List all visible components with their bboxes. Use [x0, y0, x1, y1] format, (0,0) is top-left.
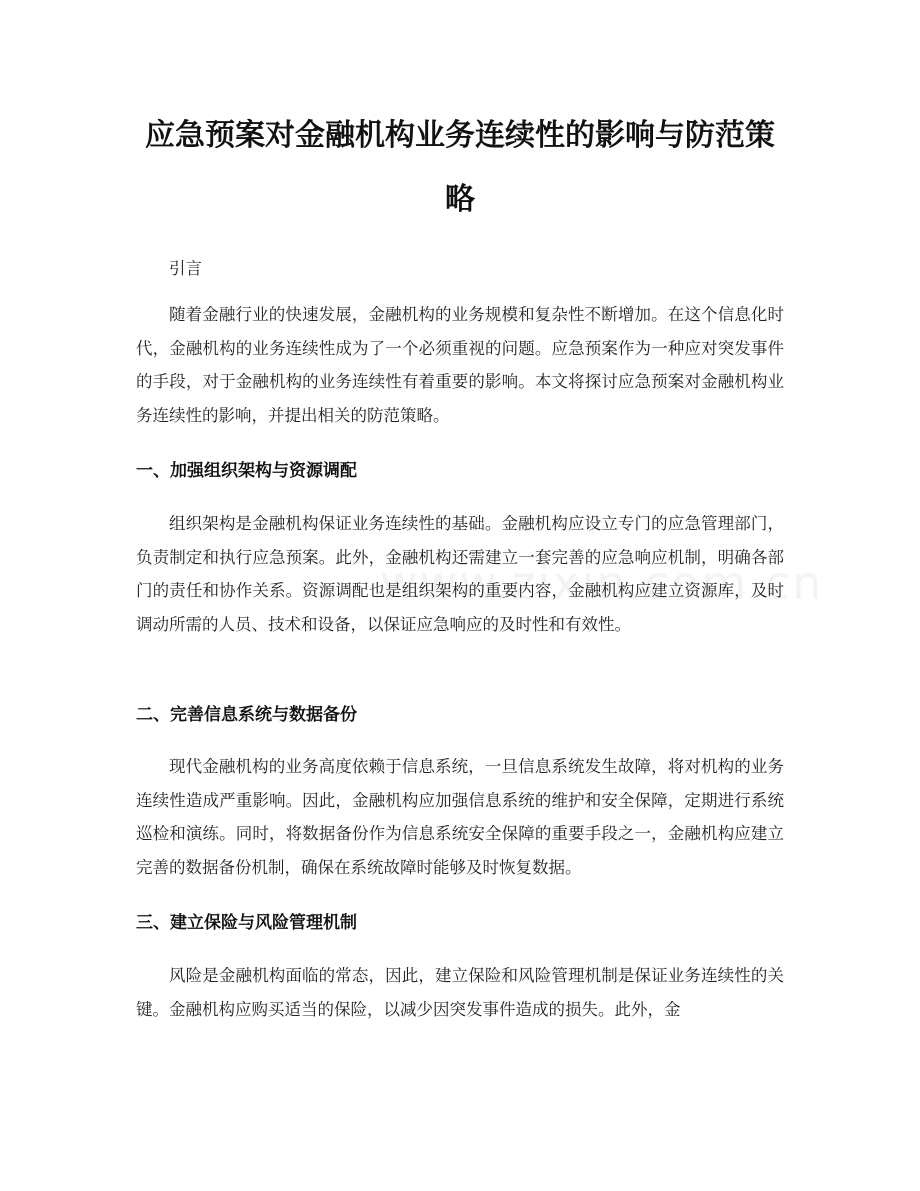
section-1-heading: 一、加强组织架构与资源调配: [136, 461, 357, 481]
section-3-paragraph: 风险是金融机构面临的常态，因此，建立保险和风险管理机制是保证业务连续性的关键。金融机构应购买适当的保险，以减少因突发事件造成的损失。此外，金: [136, 966, 784, 1019]
section-2-heading: 二、完善信息系统与数据备份: [136, 705, 357, 725]
section-3-heading: 三、建立保险与风险管理机制: [136, 913, 357, 933]
section-1-paragraph: 组织架构是金融机构保证业务连续性的基础。金融机构应设立专门的应急管理部门，负责制定和执行应急预案。此外，金融机构还需建立一套完善的应急响应机制，明确各部门的责任和协作关系。资源调配也是组织架构的重要内容，金融机构应建立资源库，及时调动所需的人员、技术和设备，以保证应急响应的及时性和有效性。: [136, 514, 784, 634]
intro-label: 引言: [169, 259, 202, 278]
document-title: 应急预案对金融机构业务连续性的影响与防范策略: [145, 118, 775, 217]
intro-paragraph: 随着金融行业的快速发展，金融机构的业务规模和复杂性不断增加。在这个信息化时代，金融机构的业务连续性成为了一个必须重视的问题。应急预案作为一种应对突发事件的手段，对于金融机构的业务连续性有着重要的影响。本文将探讨应急预案对金融机构业务连续性的影响，并提出相关的防范策略。: [136, 305, 784, 425]
section-2-paragraph: 现代金融机构的业务高度依赖于信息系统，一旦信息系统发生故障，将对机构的业务连续性造成严重影响。因此，金融机构应加强信息系统的维护和安全保障，定期进行系统巡检和演练。同时，将数据备份作为信息系统安全保障的重要手段之一，金融机构应建立完善的数据备份机制，确保在系统故障时能够及时恢复数据。: [136, 757, 784, 877]
